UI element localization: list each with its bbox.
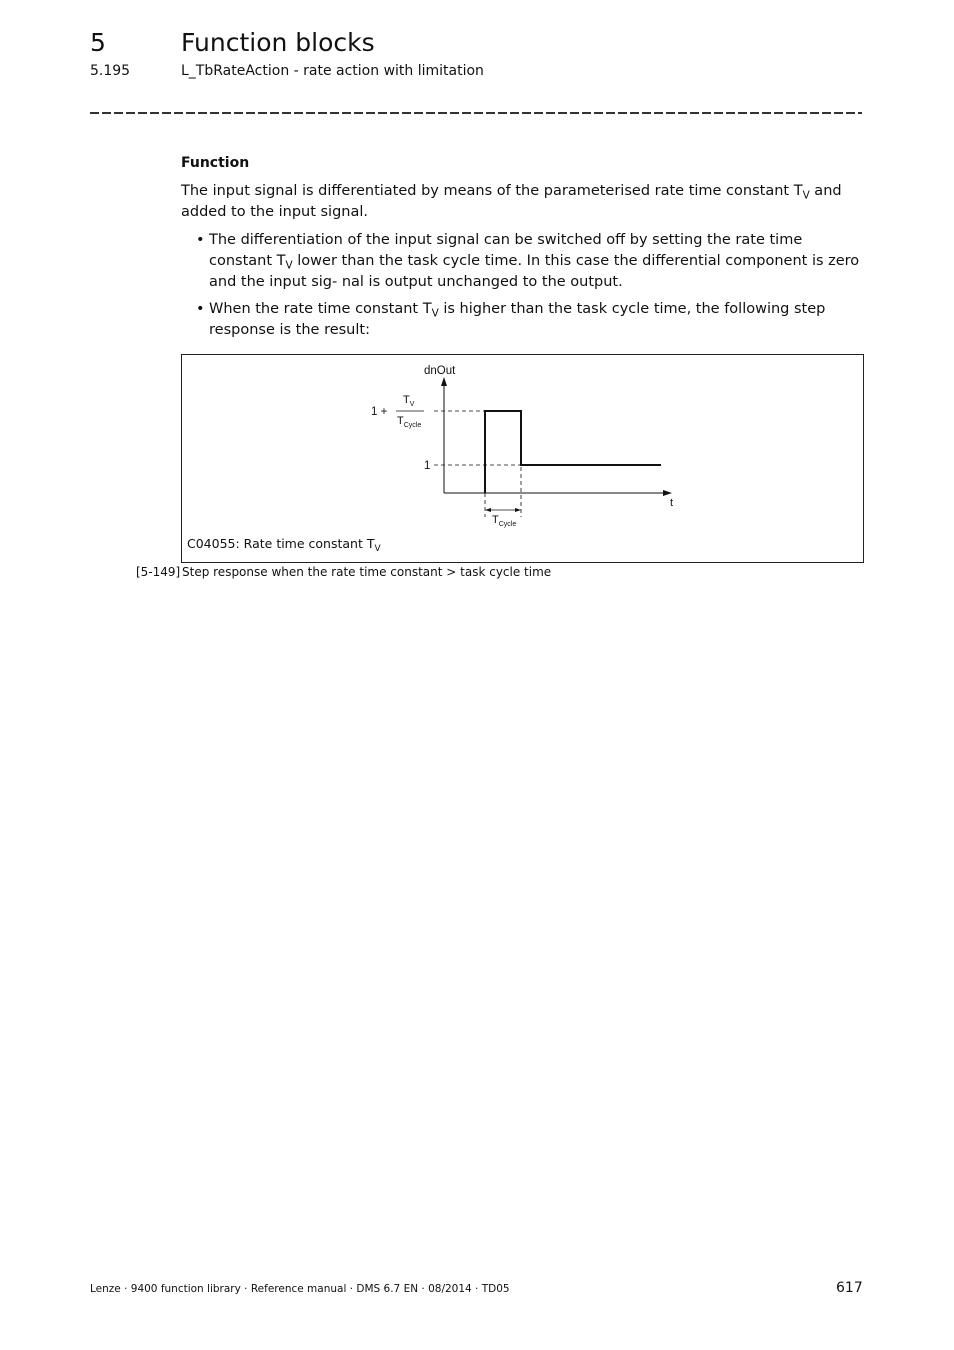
- bullet-text: [209, 299, 865, 341]
- page-number: 617: [836, 1280, 863, 1296]
- section-title: L_TbRateAction - rate action with limitation: [181, 63, 484, 79]
- bullet-dot-icon: •: [196, 301, 205, 317]
- intro-text-end: and added to the input signal.: [181, 183, 842, 220]
- fraction-numerator: $T_V$: [403, 394, 415, 408]
- intro-text: The input signal is differentiated by means of the parameterised rate time constant T: [181, 183, 803, 199]
- intro-subscript: V: [802, 189, 810, 202]
- bullet-text-a: The differentiation of the input signal can be switched off by setting the rate time constant T: [209, 232, 803, 269]
- fraction-denominator: $T_{Cycle}$: [397, 415, 422, 429]
- y-axis-arrow-icon: [441, 377, 447, 386]
- section-number: 5.195: [90, 63, 131, 79]
- step-response-figure: [181, 354, 864, 563]
- parameter-label-subscript: V: [374, 544, 381, 555]
- header-separator: [90, 112, 862, 114]
- intro-paragraph: [181, 181, 871, 223]
- caption-number: [5-149]: [136, 565, 181, 579]
- high-level-prefix: 1 +: [371, 406, 388, 418]
- step-response-diagram: [182, 355, 863, 562]
- dimension-arrow-left-icon: [485, 508, 491, 512]
- bullet-text-b: lower than the task cycle time. In this case the differential component is zero and the input sig- nal is output unchanged to the output.: [209, 253, 860, 290]
- bullet-subscript: V: [431, 307, 439, 320]
- footer-document-info: Lenze · 9400 function library · Reference manual · DMS 6.7 EN · 08/2014 · TD05: [90, 1283, 510, 1295]
- bullet-text: [209, 230, 865, 293]
- step-response-curve: [485, 411, 661, 493]
- x-axis-label: t: [670, 497, 674, 509]
- chapter-number: 5: [90, 28, 106, 57]
- pulse-width-label: $T_{Cycle}$: [492, 514, 517, 528]
- parameter-label-text: C04055: Rate time constant T: [187, 536, 375, 551]
- bullet-dot-icon: •: [196, 232, 205, 248]
- y-axis-label: dnOut: [424, 365, 456, 377]
- x-axis-arrow-icon: [663, 490, 672, 496]
- dimension-arrow-right-icon: [515, 508, 521, 512]
- subsection-heading: Function: [181, 155, 250, 171]
- unity-level-label: 1: [424, 460, 431, 472]
- bullet-text-b: is higher than the task cycle time, the following step response is the result:: [209, 301, 826, 338]
- parameter-label: [187, 536, 381, 555]
- caption-text: Step response when the rate time constant > task cycle time: [182, 565, 552, 579]
- bullet-subscript: V: [285, 259, 293, 272]
- chapter-title: Function blocks: [181, 28, 375, 57]
- bullet-text-a: When the rate time constant T: [209, 301, 432, 317]
